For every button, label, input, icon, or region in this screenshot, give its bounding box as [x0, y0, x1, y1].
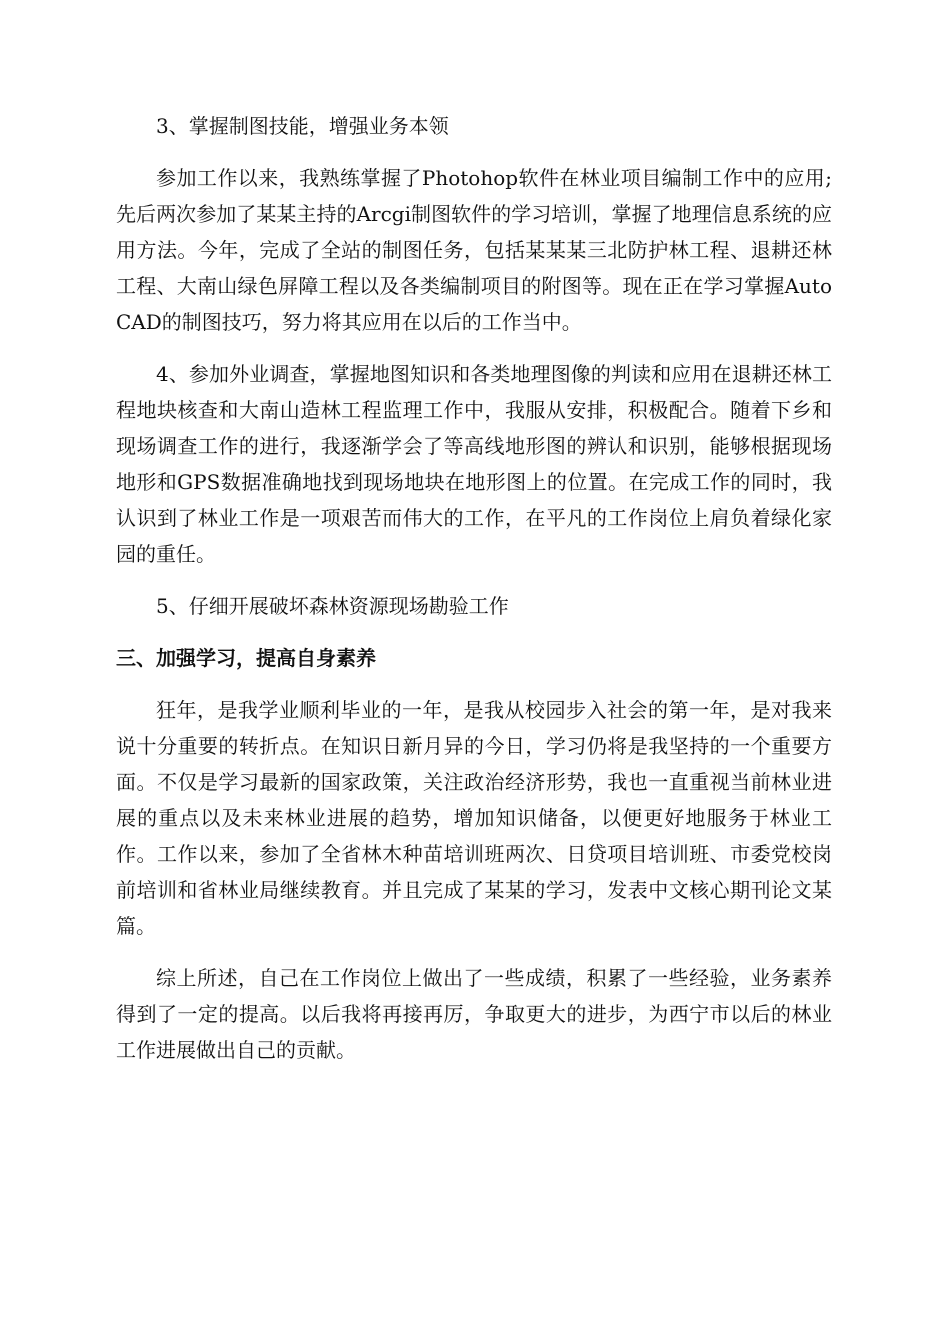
paragraph-summary: 综上所述，自己在工作岗位上做出了一些成绩，积累了一些经验，业务素养得到了一定的提高。以后我将再接再厉，争取更大的进步，为西宁市以后的林业工作进展做出自己的贡献。: [116, 966, 832, 1062]
section-heading: 三、加强学习，提高自身素养: [116, 646, 376, 670]
paragraph-drawing-skills: 参加工作以来，我熟练掌握了Photohop软件在林业项目编制工作中的应用;先后两次参加了某某主持的Arcgi制图软件的学习培训，掌握了地理信息系统的应用方法。今年，完成了全站的制图任务，包括某某某三北防护林工程、退耕还林工程、大南山绿色屏障工程以及各类编制项目的附图等。现在正在学习掌握AutoCAD的制图技巧，努力将其应用在以后的工作当中。: [116, 166, 832, 334]
paragraph-item-3-heading: 3、掌握制图技能，增强业务本领: [156, 114, 449, 138]
document-page: [116, 108, 832, 1084]
paragraph-study: 狂年，是我学业顺利毕业的一年，是我从校园步入社会的第一年，是对我来说十分重要的转折点。在知识日新月异的今日，学习仍将是我坚持的一个重要方面。不仅是学习最新的国家政策，关注政治经济形势，我也一直重视当前林业进展的重点以及未来林业进展的趋势，增加知识储备，以便更好地服务于林业工作。工作以来，参加了全省林木种苗培训班两次、日贷项目培训班、市委党校岗前培训和省林业局继续教育。并且完成了某某的学习，发表中文核心期刊论文某篇。: [116, 698, 832, 938]
paragraph-item-5-heading: 5、仔细开展破坏森林资源现场勘验工作: [156, 594, 509, 618]
paragraph-field-survey: 4、参加外业调查，掌握地图知识和各类地理图像的判读和应用在退耕还林工程地块核查和大南山造林工程监理工作中，我服从安排，积极配合。随着下乡和现场调查工作的进行，我逐渐学会了等高线地形图的辨认和识别，能够根据现场地形和GPS数据准确地找到现场地块在地形图上的位置。在完成工作的同时，我认识到了林业工作是一项艰苦而伟大的工作，在平凡的工作岗位上肩负着绿化家园的重任。: [116, 362, 832, 566]
